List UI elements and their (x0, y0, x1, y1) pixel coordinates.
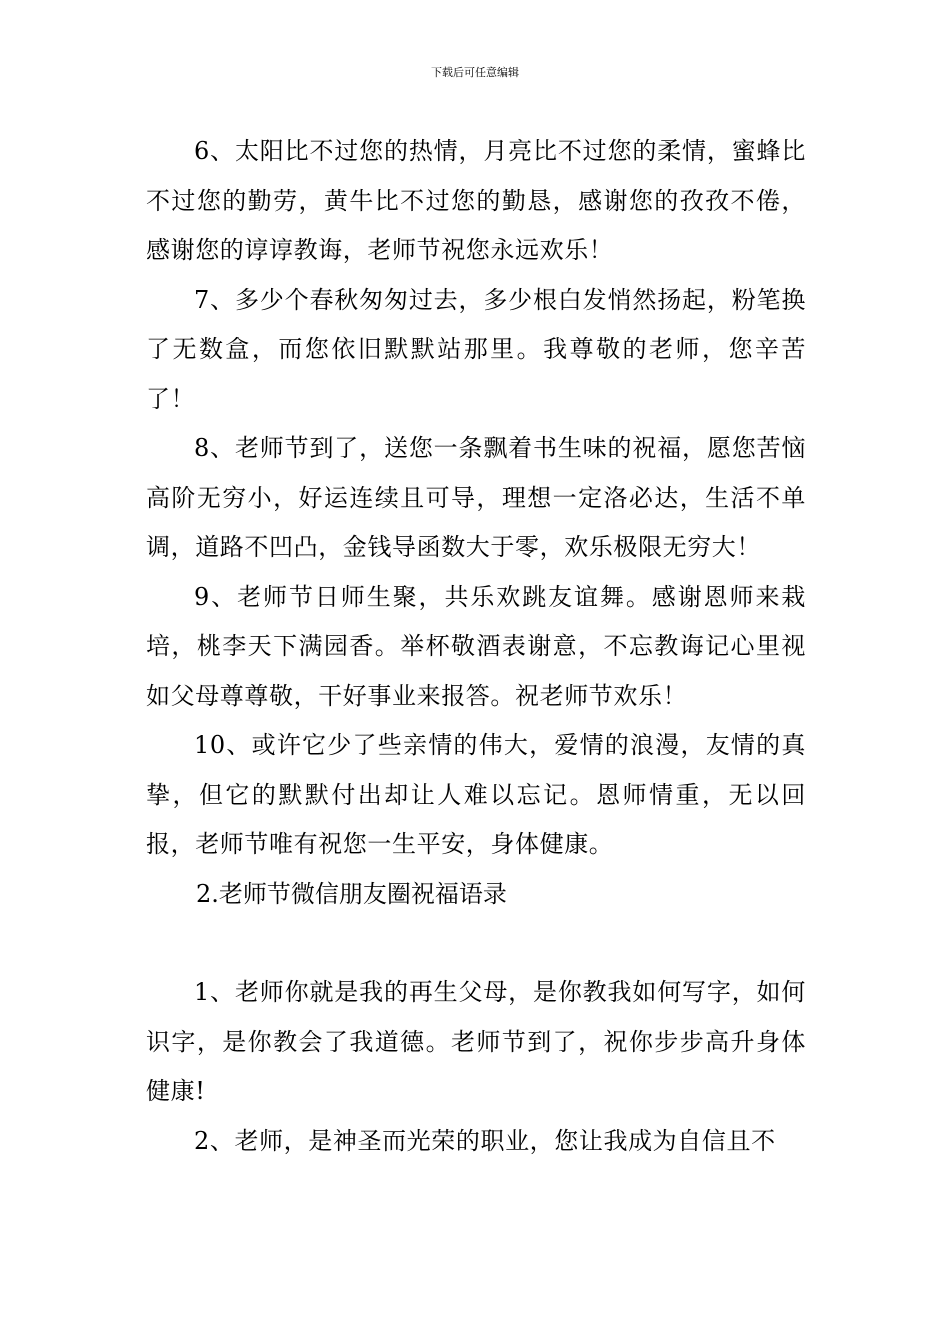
paragraph-item-10: 10、或许它少了些亲情的伟大，爱情的浪漫，友情的真挚，但它的默默付出却让人难以忘记。恩师情重，无以回报，老师节唯有祝您一生平安，身体健康。 (146, 731, 806, 858)
section-heading: 2.老师节微信朋友圈祝福语录 (196, 879, 507, 908)
paragraph-item-7: 7、多少个春秋匆匆过去，多少根白发悄然扬起，粉笔换了无数盒，而您依旧默默站那里。我尊敬的老师，您辛苦了！ (146, 285, 806, 413)
paragraph-item-6: 6、太阳比不过您的热情，月亮比不过您的柔情，蜜蜂比不过您的勤劳，黄牛比不过您的勤恳，感谢您的孜孜不倦，感谢您的谆谆教诲，老师节祝您永远欢乐！ (146, 137, 806, 264)
paragraph-item-9: 9、老师节日师生聚，共乐欢跳友谊舞。感谢恩师来栽培，桃李天下满园香。举杯敬酒表谢意，不忘教诲记心里视如父母尊尊敬，干好事业来报答。祝老师节欢乐！ (146, 582, 806, 710)
paragraph-item-2: 2、老师，是神圣而光荣的职业，您让我成为自信且不 (194, 1126, 776, 1155)
paragraph-item-1: 1、老师你就是我的再生父母，是你教我如何写字，如何识字，是你教会了我道德。老师节到了，祝你步步高升身体健康! (146, 978, 806, 1105)
section-spacer (146, 919, 806, 968)
page-header-note: 下载后可任意编辑 (431, 66, 519, 79)
document-body (146, 127, 806, 1166)
paragraph-item-8: 8、老师节到了，送您一条飘着书生味的祝福，愿您苦恼高阶无穷小，好运连续且可导，理想一定洛必达，生活不单调，道路不凹凸，金钱导函数大于零，欢乐极限无穷大！ (146, 434, 806, 561)
